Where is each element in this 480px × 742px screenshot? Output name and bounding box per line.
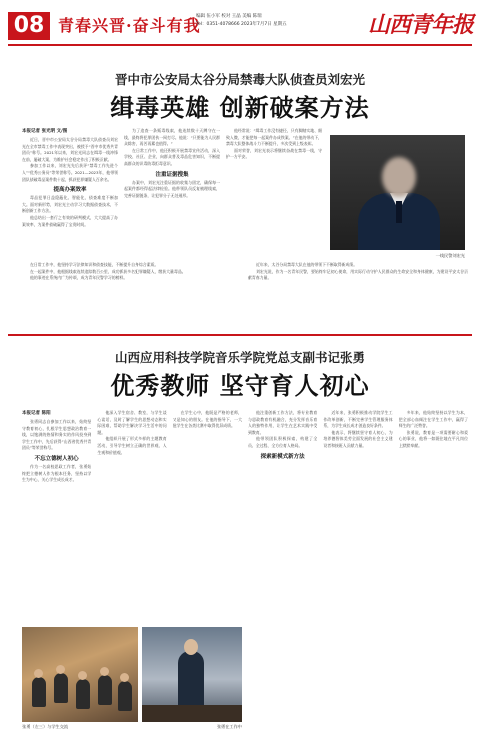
article1-column-5 (248, 262, 468, 330)
article2-column-2 (97, 410, 166, 622)
article2-paragraph: 在学生心中，他既是严格的老师，又是知心的朋友。在他的指导下，一大批学生在各类比赛中取得优异成绩。 (172, 410, 242, 429)
article1-subhead: 提高办案效率 (53, 187, 87, 194)
article2-paragraph: 他表示，将继续坚守育人初心，为培养德智体美劳全面发展的社会主义建设者和接班人贡献力量。 (323, 429, 393, 448)
article1-paragraph: 他的事迹在系统内广为传颂，成为青年民警学习的榜样。 (30, 275, 128, 281)
article2-column-1 (22, 410, 91, 622)
article1-paragraph: 参加工作以来，刘宏光先后获评“禁毒工作先进个人”“优秀公务员”等荣誉称号。2021—2023年，他带领团队侦破毒品案件数十起，抓获犯罪嫌疑人百余名。 (22, 163, 118, 182)
article1-paragraph: 面对荣誉，刘宏光表示将继续奋战在禁毒一线，守护一方平安。 (226, 147, 322, 160)
article2-upper-columns (22, 410, 468, 622)
article1-column-4 (22, 262, 242, 330)
article2-paragraph: 近年来，张勇积极推动学院学生工作改革创新，不断完善学生管理服务体系，为学生成长成才创造良好条件。 (323, 410, 393, 429)
article2-column-5 (323, 410, 392, 622)
article1-paragraph: 毒品犯罪日益隐蔽化、智能化，侦查难度不断加大。面对新形势，刘宏光主动学习大数据侦查技术，不断创新工作方法。 (22, 195, 118, 214)
article1-paragraph: 近日，晋中市公安局太谷分局禁毒大队侦查员刘宏光在全市禁毒工作中表现突出，被授予“晋中市优秀共青团员”称号。2021年以来，刘宏光同志在缉毒一线冲锋在前，屡破大案，为维护社会稳定作出了积极贡献。 (22, 137, 118, 162)
article1-column-2 (124, 128, 220, 258)
article2-subhead: 探索新模式新方法 (260, 453, 305, 460)
article2-paragraph: 张勇说，教育是一项需要耐心和爱心的事业，他将一如既往地在平凡岗位上默默奉献。 (398, 429, 468, 448)
article2-photo-portrait (142, 627, 242, 722)
article1-title: 缉毒英雄 创新破案方法 (110, 93, 370, 122)
article1-paragraph: 为了追查一条贩毒线索，他连续数十天蹲守在一线，最终将犯罪团伙一网打尽。他说：“只要能为人民群众除害，再苦再累也值得。” (124, 128, 220, 147)
article1-lower-columns (22, 262, 468, 330)
newspaper-logo: 山西青年报 (368, 12, 474, 38)
article2-paragraph: 作为一名高校思政工作者，张勇始终把立德树人作为根本任务，坚持以学生为中心，关心学生成长成才。 (22, 463, 92, 483)
article2-photo-caption-right: 张勇在工作中 (216, 724, 242, 729)
article1-photo-caption: 一线民警刘宏光 (435, 253, 465, 258)
article1-paragraph: 他总结出一套行之有效的研判模式，大大提高了办案效率，为案件侦破赢得了宝贵时间。 (22, 214, 118, 227)
article2-column-3 (173, 410, 242, 622)
article2-subhead: 不忘立德树人初心 (34, 455, 79, 462)
article2-title: 优秀教师 坚守育人初心 (110, 371, 370, 400)
article1-upper-columns (22, 128, 322, 258)
article1-column-3 (226, 128, 322, 258)
article1-paragraph: 在日常工作中，他还积极开展禁毒宣传活动，深入学校、社区、企业，向群众普及毒品危害知识，不断提高群众的识毒防毒拒毒意识。 (124, 147, 220, 166)
article1-paragraph: 他经常说：“缉毒工作没有捷径，只有脚踏实地、细致入微，才能把每一起案件办成铁案。”在他的带动下，禁毒大队整体战斗力不断提升，多次受到上级表彰。 (226, 128, 322, 147)
article1-paragraph: 在日常工作中，他坚持学习法律知识和侦查技能，不断提升自身综合素质。 (30, 262, 159, 267)
article2-subtitle: 山西应用科技学院音乐学院党总支副书记张勇 (114, 350, 365, 365)
article2-paragraph: 他深入学生宿舍、教室，与学生谈心谈话，及时了解学生的思想动态和实际困难，帮助学生解决学习生活中的问题。 (97, 410, 167, 435)
article2-byline: 本报记者 陈阳 (22, 411, 51, 416)
section-title: 青春兴晋·奋斗有我 (58, 16, 201, 35)
article2-paragraph: 张勇同志自参加工作以来，始终坚守教育初心，扎根学生思想政治教育一线，以饱满的热情和务实的作风投身到学生工作中，先后获得“山西省优秀共青团员”等荣誉称号。 (22, 419, 92, 451)
masthead (0, 0, 480, 46)
article2-paragraph: 多年来，他始终坚持以学生为本，把全部心血倾注在学生工作中，赢得了师生的广泛赞誉。 (398, 410, 468, 429)
article1-subtitle: 晋中市公安局太谷分局禁毒大队侦查员刘宏光 (114, 72, 365, 87)
article2-column-4 (248, 410, 317, 622)
article1-subhead: 注重证据搜集 (155, 171, 189, 178)
masthead-rule (8, 44, 472, 46)
article1-paragraph: 在一起案件中，他根据线索连续追踪数百公里，成功抓获多名犯罪嫌疑人，缴获大量毒品。 (30, 268, 186, 274)
staff-line-contact: Tel：0351-4078666 2023年7月7日 星期五 (196, 22, 287, 27)
page-number: 08 (8, 12, 50, 40)
article2-photo-group (22, 627, 138, 722)
article1-paragraph: 刘宏光说，作为一名青年民警，要始终牢记初心使命，用实际行动守护人民群众的生命安全和身体健康，为建设平安太谷贡献青春力量。 (248, 268, 468, 281)
article1-photo (330, 135, 465, 250)
article-divider (8, 334, 472, 336)
article2-paragraph: 他带领团队积极探索，构建了全员、全过程、全方位育人格局。 (247, 436, 318, 448)
article1-byline: 本报记者 张光明 文/图 (22, 129, 68, 134)
article2-column-6 (399, 410, 468, 622)
blurred-face (382, 157, 416, 197)
article1-column-1 (22, 128, 118, 258)
article2-photo-caption-left: 张勇（左三）与学生交流 (22, 724, 69, 729)
article2-paragraph: 他注重创新工作方法，将专业教育与思政教育有机融合，充分发挥音乐育人的独特作用，让学生在艺术实践中受到教育。 (247, 410, 318, 435)
staff-info (196, 13, 287, 29)
article1-paragraph: 近年来，太谷分局禁毒大队在他的带领下不断取得新成绩。 (256, 262, 358, 267)
article2-paragraph: 他组织开展了形式多样的主题教育活动，引导学生树立正确的世界观、人生观和价值观。 (97, 436, 167, 455)
staff-line-editors: 编辑 伍小军 校对 王晶 美编 陈瑞 (196, 14, 262, 19)
article1-paragraph: 办案中，刘宏光注重证据的收集与固定，确保每一起案件都经得起法律检验。他带领队员反复梳理线索，完善证据链条，让犯罪分子无处遁形。 (124, 179, 220, 198)
